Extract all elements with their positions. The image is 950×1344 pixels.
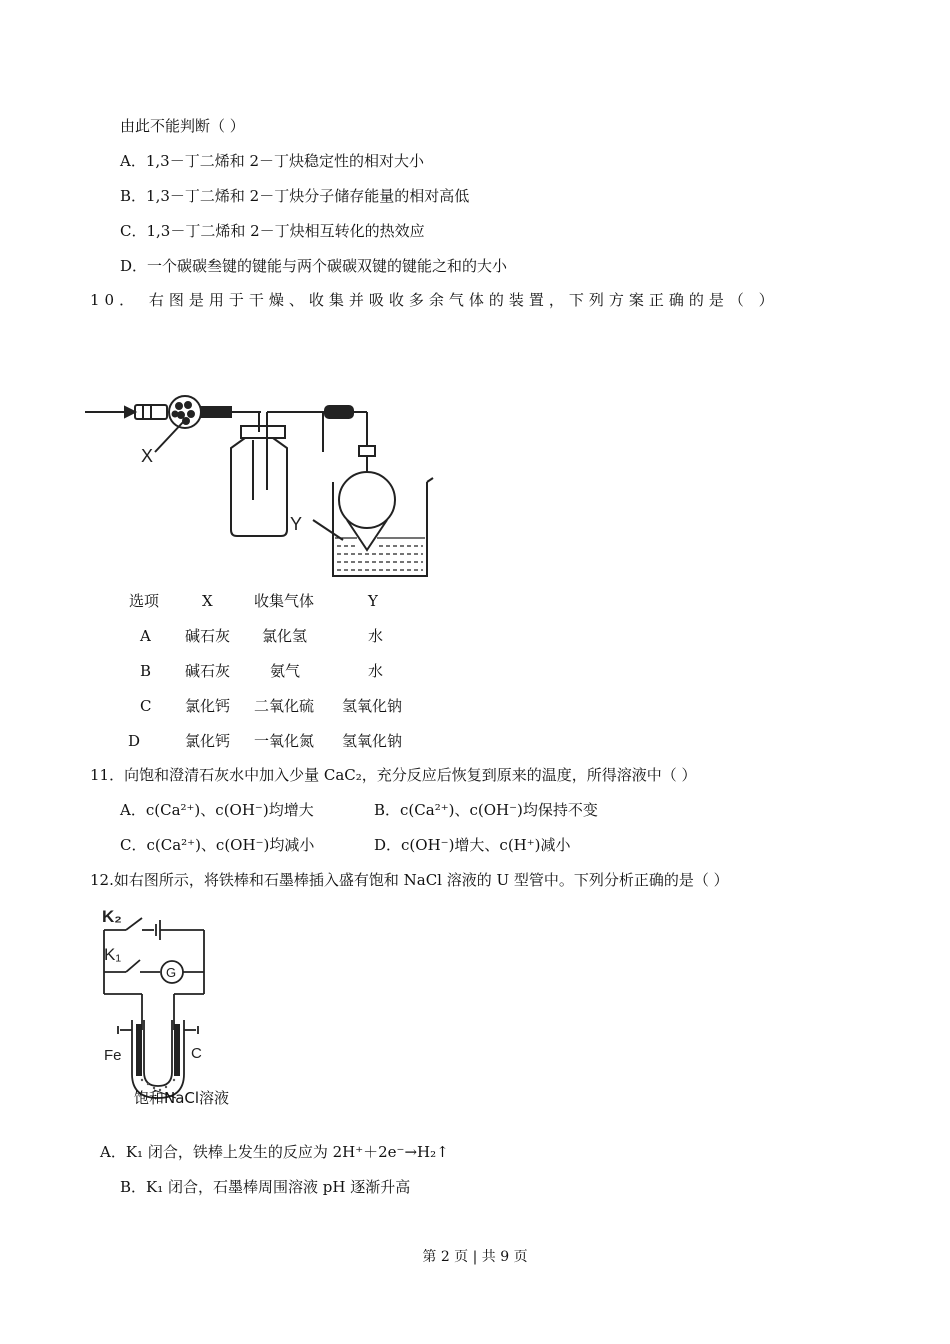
q11-option-a: A．c(Ca²⁺)、c(OH⁻)均增大 xyxy=(120,801,314,819)
q11-option-c: C．c(Ca²⁺)、c(OH⁻)均减小 xyxy=(120,836,315,854)
q10-apparatus-figure xyxy=(85,390,505,585)
q10-table-cell: 二氧化硫 xyxy=(254,697,315,715)
q12-stem: 12.如右图所示，将铁棒和石墨棒插入盛有饱和 NaCl 溶液的 U 型管中。下列分析正确的是（ ） xyxy=(90,871,729,889)
q12-option-a: A．K₁ 闭合，铁棒上发生的反应为 2H⁺＋2e⁻→H₂↑ xyxy=(100,1143,449,1161)
q12-figure-label-fe: Fe xyxy=(104,1047,122,1064)
q10-figure-label-x: X xyxy=(141,446,154,466)
q12-figure-label-c: C xyxy=(191,1045,202,1062)
q10-table-cell: 碱石灰 xyxy=(185,627,231,645)
q10-table-cell: 水 xyxy=(368,627,384,645)
page-footer: 第 2 页 | 共 9 页 xyxy=(422,1249,528,1265)
q10-table-header-gas: 收集气体 xyxy=(254,592,315,610)
q10-table-cell: C xyxy=(140,697,152,715)
q10-table-cell: A xyxy=(140,627,151,645)
q10-table-cell: 氯化钙 xyxy=(185,697,231,715)
q9-option-c: C．1,3－丁二烯和 2－丁炔相互转化的热效应 xyxy=(120,222,425,240)
q10-figure-label-y: Y xyxy=(290,514,303,534)
q10-table-cell: 氨气 xyxy=(270,662,301,680)
q10-table-cell: 氯化氢 xyxy=(262,627,308,645)
q9-stem-tail: 由此不能判断（ ） xyxy=(120,117,245,135)
q12-figure-label-k1: K₁ xyxy=(104,945,122,964)
q12-electrolysis-figure xyxy=(96,902,276,1112)
q9-option-a: A．1,3－丁二烯和 2－丁炔稳定性的相对大小 xyxy=(120,152,425,170)
q11-option-b: B．c(Ca²⁺)、c(OH⁻)均保持不变 xyxy=(374,801,598,819)
q10-table-cell: 氢氧化钠 xyxy=(342,697,403,715)
q12-figure-caption: 饱和NaCl溶液 xyxy=(134,1089,230,1107)
q9-option-b: B．1,3－丁二烯和 2－丁炔分子储存能量的相对高低 xyxy=(120,187,470,205)
q12-figure-label-k2: K₂ xyxy=(102,907,122,926)
q10-table-header-x: X xyxy=(202,592,213,610)
q10-table-cell: 碱石灰 xyxy=(185,662,231,680)
q11-stem: 11．向饱和澄清石灰水中加入少量 CaC₂，充分反应后恢复到原来的温度，所得溶液中（ ） xyxy=(90,766,697,784)
q10-table-header-y: Y xyxy=(368,592,378,610)
q10-table-cell: 氯化钙 xyxy=(185,732,231,750)
q12-figure-label-g: G xyxy=(166,965,177,980)
q10-table-header-option: 选项 xyxy=(129,592,160,610)
q9-option-d: D．一个碳碳叁键的键能与两个碳碳双键的键能之和的大小 xyxy=(120,257,508,275)
q12-option-b: B．K₁ 闭合，石墨棒周围溶液 pH 逐渐升高 xyxy=(120,1178,411,1196)
q10-table-cell: 一氧化氮 xyxy=(254,732,315,750)
q10-table-cell: B xyxy=(140,662,152,680)
q11-option-d: D．c(OH⁻)增大、c(H⁺)减小 xyxy=(374,836,571,854)
q10-table-cell: D xyxy=(128,732,141,750)
q10-table-cell: 水 xyxy=(368,662,384,680)
q10-table-cell: 氢氧化钠 xyxy=(342,732,403,750)
q10-stem: 10． 右图是用于干燥、收集并吸收多余气体的装置，下列方案正确的是（ ） xyxy=(90,291,779,309)
